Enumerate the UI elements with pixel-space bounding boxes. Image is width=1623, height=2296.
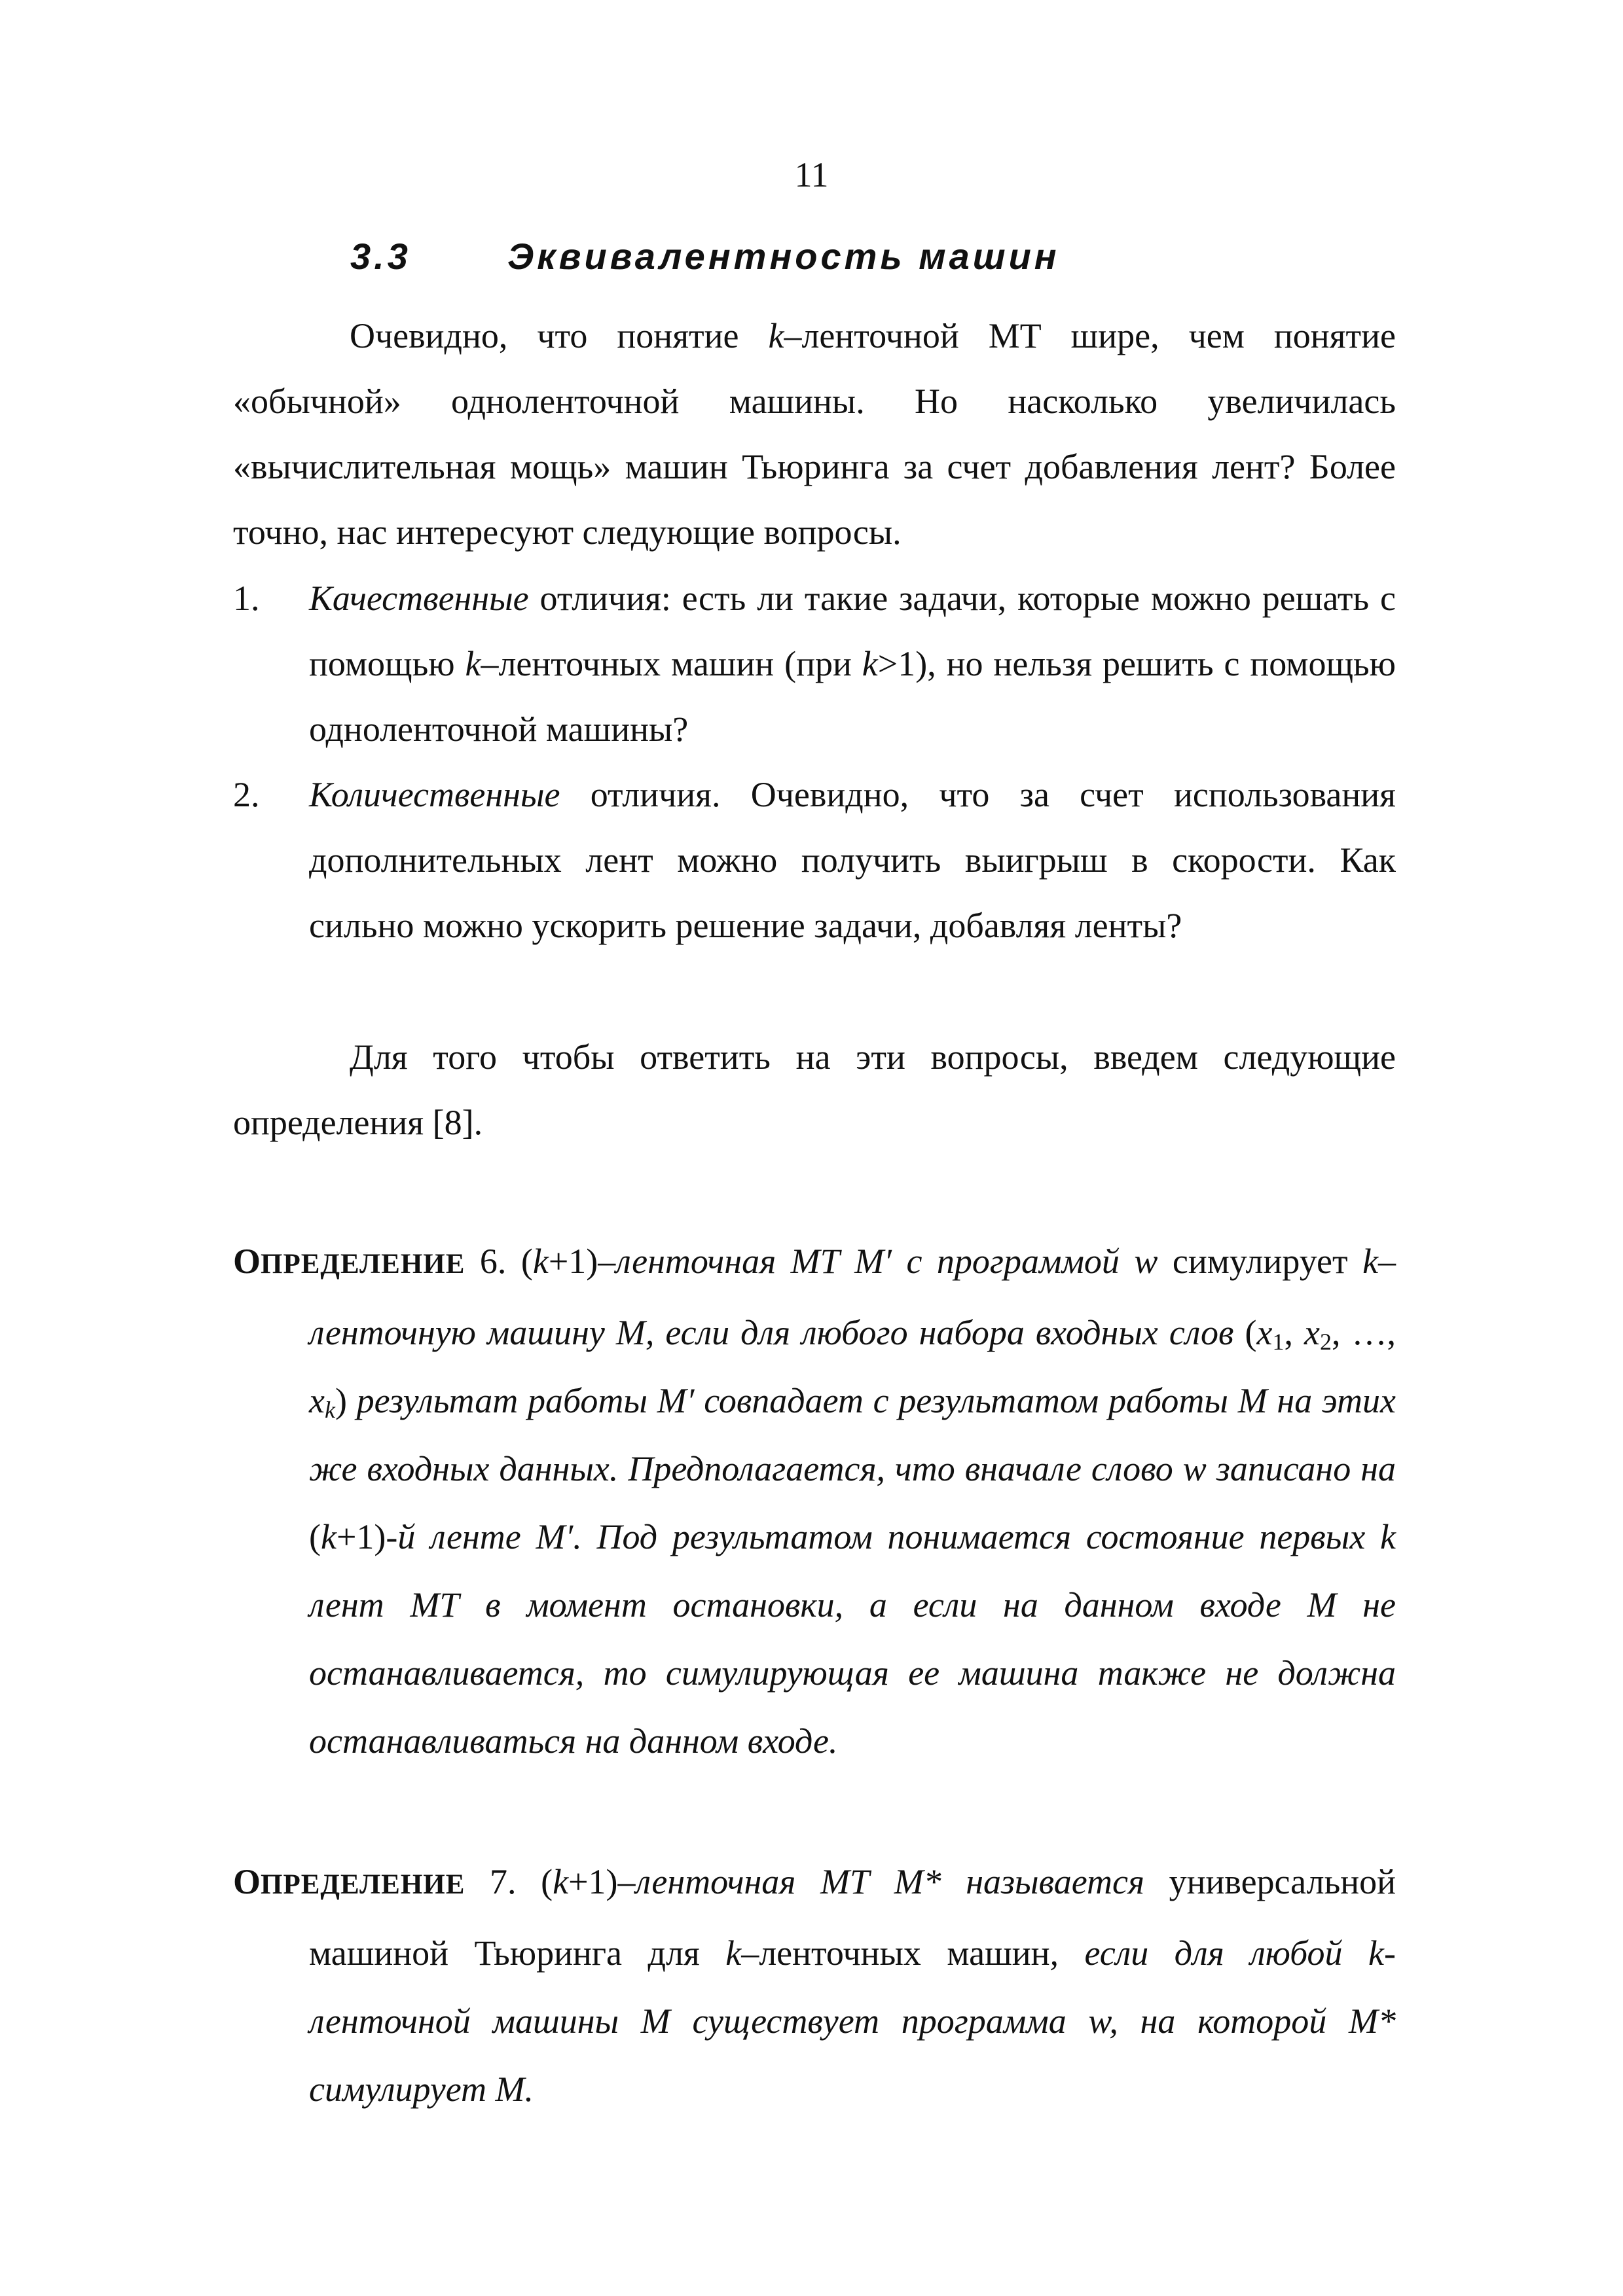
intro-text-b: –ленточной МТ шире, чем понятие «обычной» одноленточной машины. Но насколько увеличилась «вычислительная мощь» машин Тьюринга за счет добавления лент? Более точно, нас интересуют следующие вопросы.	[233, 316, 1396, 552]
section-title: Эквивалентность машин	[507, 236, 1060, 277]
definition-7	[233, 1848, 1396, 2123]
def6-i3: результат работы M′ совпадает с результатом работы M на этих же входных данных. Предполагается, что вначале слово w записано на	[309, 1381, 1396, 1488]
def6-i1: –ленточная МТ M′ с программой w	[598, 1242, 1158, 1281]
intro-k: k	[768, 316, 784, 355]
def6-p5: , …,	[1331, 1313, 1396, 1352]
question-2-text	[309, 762, 1396, 958]
question-2-number: 2.	[233, 775, 260, 814]
q1-a: отличия: есть ли такие задачи, которые можно решать с помощью	[309, 579, 1396, 683]
def7-p2: универсальной машиной Тьюринга для	[309, 1862, 1396, 1973]
def6-p6: )	[335, 1381, 357, 1420]
def6-sk: k	[324, 1397, 335, 1423]
def7-p1: +1)	[568, 1862, 618, 1901]
def6-k3: k	[320, 1517, 337, 1556]
section-number: 3.3	[350, 236, 411, 277]
page-number: 11	[794, 155, 829, 194]
def6-p1: +1)	[548, 1242, 598, 1281]
question-1-text	[309, 565, 1396, 762]
def6-xk: x	[309, 1381, 325, 1420]
def6-label-first: О	[233, 1242, 261, 1281]
question-2-term: Количественные	[309, 775, 560, 814]
def6-x1: x	[1256, 1313, 1273, 1352]
def6-label-rest: ПРЕДЕЛЕНИЕ	[261, 1249, 465, 1280]
def7-p3: –ленточных машин	[741, 1933, 1050, 1973]
def7-i2: , если для любой k-ленточной машины M существует программа w, на которой M* симулирует M.	[309, 1933, 1396, 2109]
intro-text-a: Очевидно, что понятие	[350, 316, 769, 355]
def6-p3: (	[1233, 1313, 1257, 1352]
def6-p2: симулирует	[1158, 1242, 1348, 1281]
def6-k2: k	[1362, 1242, 1379, 1281]
def6-p4: ,	[1284, 1313, 1305, 1352]
question-1-number: 1.	[233, 579, 260, 618]
def7-label-rest: ПРЕДЕЛЕНИЕ	[261, 1869, 465, 1900]
def6-number: 6. (	[465, 1242, 533, 1281]
def7-k1: k	[553, 1862, 569, 1901]
def6-p7: (	[309, 1517, 321, 1556]
q2-a: отличия. Очевидно, что за счет использования дополнительных лент можно получить выигрыш в скорости. Как сильно можно ускорить решение задачи, добавляя ленты?	[309, 775, 1396, 945]
def6-k1: k	[532, 1242, 549, 1281]
question-2	[233, 762, 1396, 958]
section-heading	[350, 230, 1060, 283]
q1-c: >1), но нельзя решить с помощью одноленточной машины?	[309, 644, 1396, 749]
question-1-term: Качественные	[309, 579, 529, 618]
def7-number: 7. (	[465, 1862, 553, 1901]
def6-i4: -й ленте M′. Под результатом понимается состояние первых k лент МТ в момент остановки, а если на данном входе M не останавливается, то симулирующая ее машина также не должна останавливаться на данном входе.	[309, 1517, 1396, 1761]
lead-paragraph: Для того чтобы ответить на эти вопросы, введем следующие определения [8].	[233, 1037, 1396, 1142]
q1-b: –ленточных машин (при	[481, 644, 862, 683]
question-1	[233, 565, 1396, 762]
def6-s2: 2	[1319, 1329, 1332, 1355]
def6-x2: x	[1304, 1313, 1320, 1352]
q1-k1: k	[465, 644, 481, 683]
q1-k2: k	[862, 644, 878, 683]
definition-6	[233, 1227, 1396, 1775]
def6-p8: +1)	[336, 1517, 386, 1556]
def7-k2: k	[725, 1933, 742, 1973]
def7-label-first: О	[233, 1862, 261, 1901]
def6-i2: –ленточную машину М, если для любого набора входных слов	[309, 1242, 1396, 1352]
intro-paragraph	[233, 303, 1396, 565]
def7-i1: –ленточная МТ M* называется	[617, 1862, 1145, 1901]
def6-s1: 1	[1272, 1329, 1285, 1355]
